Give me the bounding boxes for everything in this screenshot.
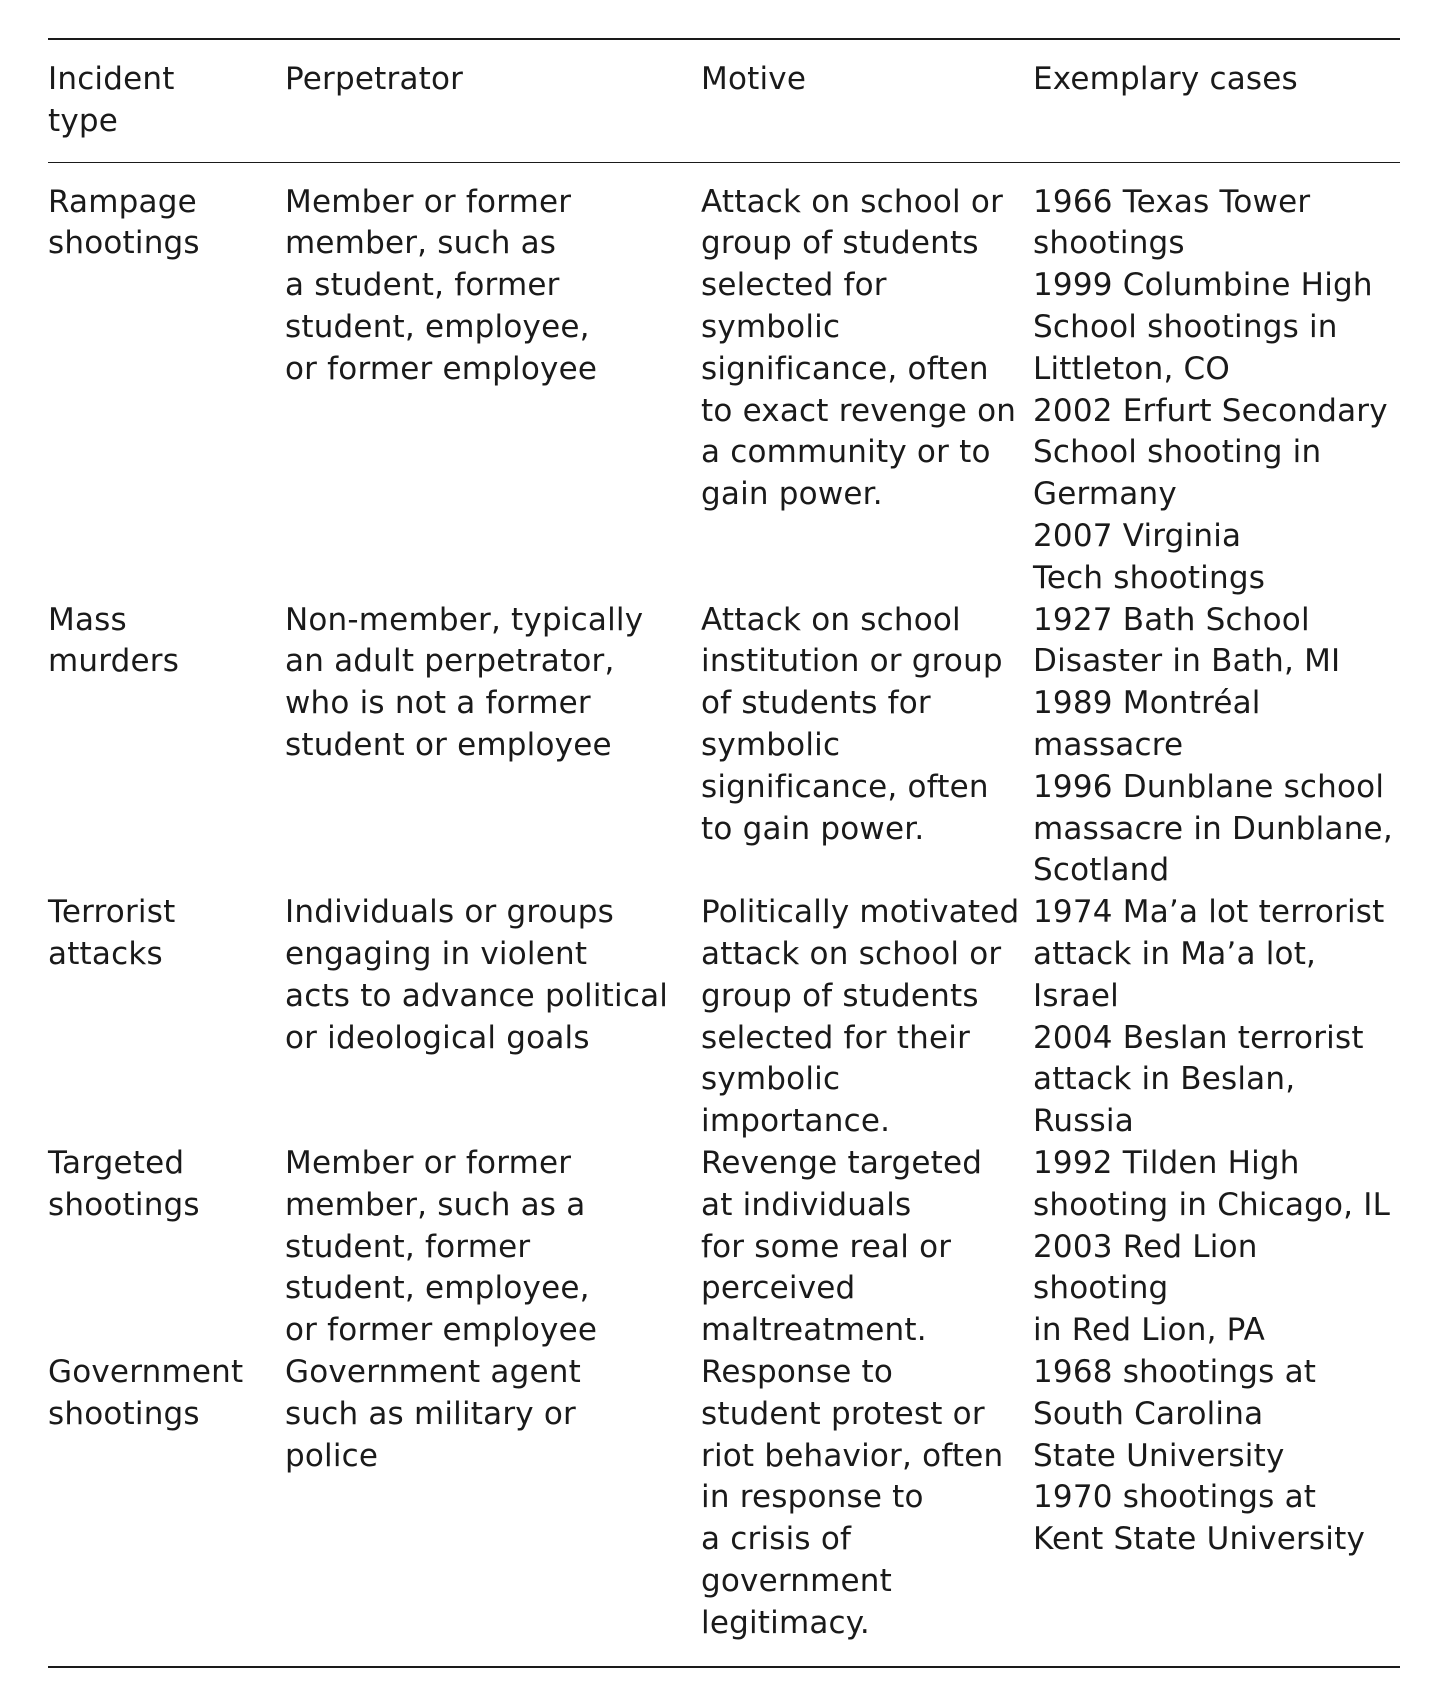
cell-exemplary-cases: 1992 Tilden High shooting in Chicago, IL 2003 Red Lion shooting in Red Lion, PA <box>1033 1144 1391 1349</box>
header-perpetrator: Perpetrator <box>285 61 464 97</box>
cell-exemplary-cases: 1966 Texas Tower shootings 1999 Columbine High School shootings in Littleton, CO 2002 Erfurt Secondary School shooting in Germany 2007 Virginia Tech shootings <box>1033 183 1388 596</box>
table-row <box>48 600 1400 893</box>
cell-motive: Politically motivated attack on school or group of students selected for their symbolic importance. <box>701 894 1020 1140</box>
table-row <box>48 1352 1400 1667</box>
cell-motive: Response to student protest or riot behavior, often in response to a crisis of government legitimacy. <box>701 1353 1004 1641</box>
cell-exemplary-cases: 1927 Bath School Disaster in Bath, MI 1989 Montréal massacre 1996 Dunblane school massacre in Dunblane, Scotland <box>1033 601 1393 889</box>
incident-table-document <box>48 38 1400 1668</box>
cell-perpetrator: Member or former member, such as a student, former student, employee, or former employee <box>285 1144 598 1349</box>
cell-exemplary-cases: 1968 shootings at South Carolina State University 1970 shootings at Kent State University <box>1033 1353 1366 1558</box>
table-row <box>48 892 1400 1143</box>
cell-perpetrator: Member or former member, such as a student, former student, employee, or former employee <box>285 183 598 387</box>
cell-incident-type: Government shootings <box>48 1353 244 1432</box>
incident-table <box>48 40 1400 162</box>
table-row <box>48 1143 1400 1352</box>
cell-motive: Attack on school or group of students selected for symbolic significance, often to exact revenge on a community or to gain power. <box>701 183 1017 513</box>
cell-incident-type: Mass murders <box>48 601 180 680</box>
cell-perpetrator: Government agent such as military or police <box>285 1353 581 1474</box>
header-exemplary-cases: Exemplary cases <box>1033 61 1298 97</box>
cell-incident-type: Rampage shootings <box>48 183 200 262</box>
header-row <box>48 40 1400 162</box>
bottom-rule <box>48 1666 1400 1668</box>
header-motive: Motive <box>701 61 807 97</box>
cell-motive: Attack on school institution or group of students for symbolic significance, often to gain power. <box>701 601 1003 847</box>
cell-motive: Revenge targeted at individuals for some real or perceived maltreatment. <box>701 1144 983 1349</box>
table-row <box>48 163 1400 600</box>
cell-incident-type: Targeted shootings <box>48 1144 200 1223</box>
header-incident-type: Incident type <box>48 61 175 139</box>
incident-table-body <box>48 163 1400 1667</box>
cell-perpetrator: Non-member, typically an adult perpetrator, who is not a former student or employee <box>285 601 644 763</box>
cell-exemplary-cases: 1974 Ma’a lot terrorist attack in Ma’a lot, Israel 2004 Beslan terrorist attack in Beslan, Russia <box>1033 894 1385 1140</box>
cell-perpetrator: Individuals or groups engaging in violent acts to advance political or ideological goals <box>285 894 669 1056</box>
cell-incident-type: Terrorist attacks <box>48 894 176 972</box>
